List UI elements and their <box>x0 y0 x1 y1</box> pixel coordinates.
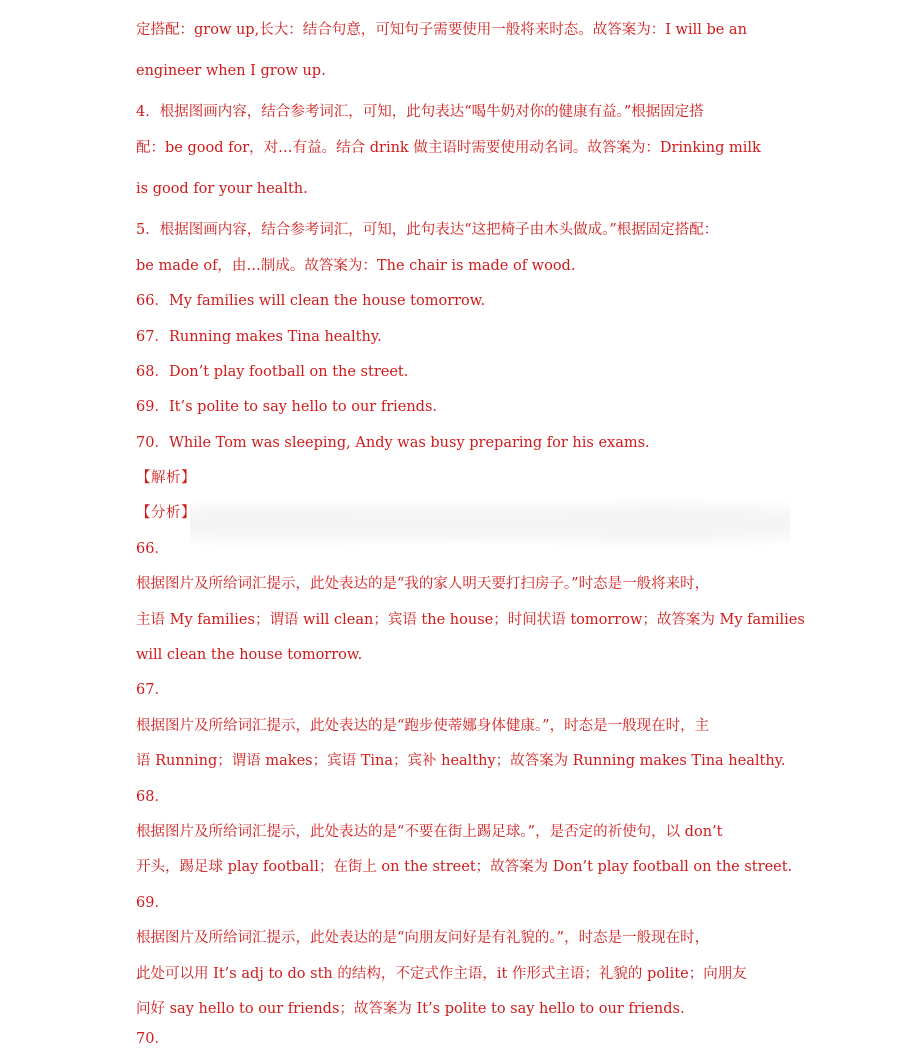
text-line: 根据图片及所给词汇提示，此处表达的是“跑步使蒂娜身体健康。”，时态是一般现在时，主 <box>136 718 710 734</box>
text-line: 根据图片及所给词汇提示，此处表达的是“向朋友问好是有礼貌的。”，时态是一般现在时， <box>136 930 710 946</box>
text-line: 语 Running；谓语 makes；宾语 Tina；宾补 healthy；故答案为 Running makes Tina healthy. <box>136 753 786 769</box>
text-line: 根据图片及所给词汇提示，此处表达的是“不要在街上踢足球。”，是否定的祈使句，以 don’t <box>136 824 723 840</box>
text-line: 根据图片及所给词汇提示，此处表达的是“我的家人明天要打扫房子。”时态是一般将来时， <box>136 576 710 592</box>
item-number-70: 70． <box>136 1031 169 1047</box>
item-number-66: 66． <box>136 541 169 557</box>
answer-70: 70．While Tom was sleeping, Andy was busy preparing for his exams. <box>136 435 650 451</box>
answer-68: 68．Don’t play football on the street. <box>136 364 409 380</box>
text-line: 定搭配：grow up,长大：结合句意，可知句子需要使用一般将来时态。故答案为：I will be an <box>136 22 747 38</box>
text-line: 5．根据图画内容，结合参考词汇，可知，此句表达“这把椅子由木头做成。”根据固定搭配： <box>136 222 719 238</box>
item-number-67: 67． <box>136 682 169 698</box>
text-line: is good for your health. <box>136 181 308 197</box>
item-number-69: 69． <box>136 895 169 911</box>
item-number-68: 68． <box>136 789 169 805</box>
text-line: 开头，踢足球 play football；在街上 on the street；故答案为 Don’t play football on the street. <box>136 859 793 875</box>
answer-67: 67．Running makes Tina healthy. <box>136 329 382 345</box>
text-line: 配：be good for，对…有益。结合 drink 做主语时需要使用动名词。故答案为：Drinking milk <box>136 140 761 156</box>
text-line: engineer when I grow up. <box>136 63 326 79</box>
text-line: be made of，由…制成。故答案为：The chair is made of wood. <box>136 258 576 274</box>
text-line: 主语 My families；谓语 will clean；宾语 the house；时间状语 tomorrow；故答案为 My families <box>136 612 805 628</box>
text-line: 问好 say hello to our friends；故答案为 It’s polite to say hello to our friends. <box>136 1001 685 1017</box>
text-line: 4．根据图画内容，结合参考词汇，可知，此句表达“喝牛奶对你的健康有益。”根据固定搭 <box>136 104 704 120</box>
section-heading-fenxi: 【分析】 <box>136 505 196 521</box>
text-line: 此处可以用 It’s adj to do sth 的结构，不定式作主语，it 作形式主语；礼貌的 polite；向朋友 <box>136 966 747 982</box>
section-heading-analysis: 【解析】 <box>136 470 196 486</box>
watermark <box>190 478 790 568</box>
answer-66: 66．My families will clean the house tomorrow. <box>136 293 486 309</box>
answer-69: 69．It’s polite to say hello to our friends. <box>136 399 438 415</box>
text-line: will clean the house tomorrow. <box>136 647 363 663</box>
